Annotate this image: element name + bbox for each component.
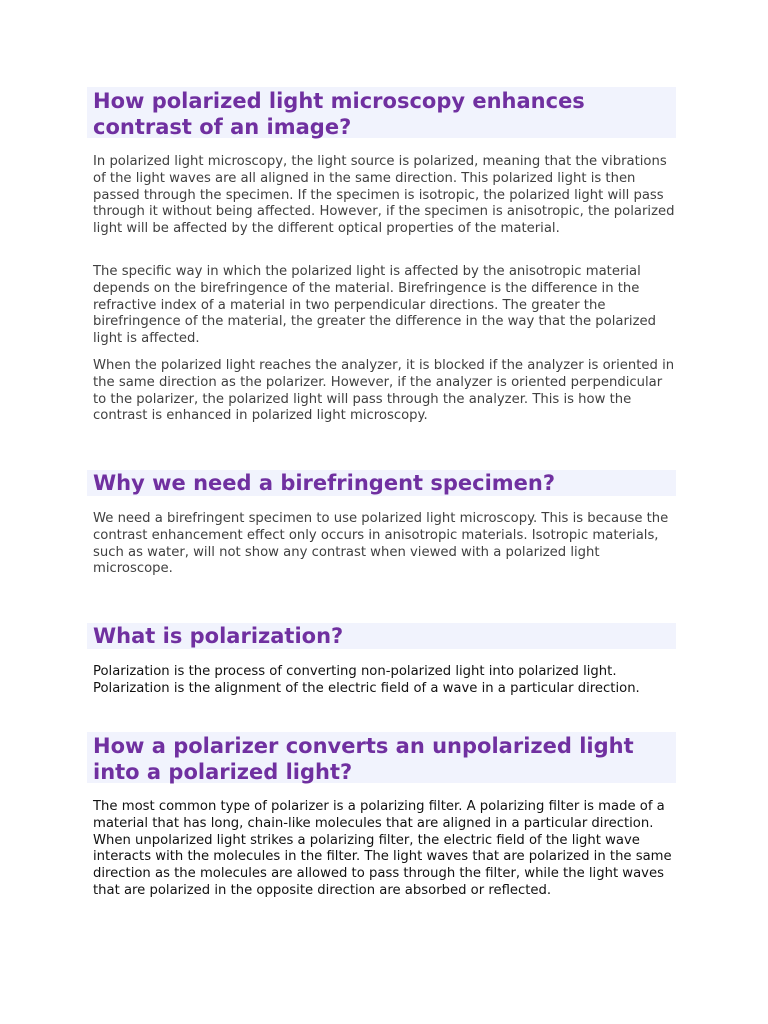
section-heading-polarization: What is polarization? [87,623,676,649]
paragraph-polarized-light-source: In polarized light microscopy, the light source is polarized, meaning that the vibrations of the light waves are all aligned in the same direction. This polarized light is then passed through the specimen. If the specimen is isotropic, the polarized light will pass through it without being affected. However, if the specimen is anisotropic, the polarized light will be affected by the different optical properties of the material. [93,154,675,237]
paragraph-polarizing-filter: The most common type of polarizer is a polarizing filter. A polarizing filter is made of a material that has long, chain-like molecules that are aligned in a particular direction. When unpolarized light strikes a polarizing filter, the electric field of the light wave interacts with the molecules in the filter. The light waves that are polarized in the same direction as the molecules are allowed to pass through the filter, while the light waves that are polarized in the opposite direction are absorbed or reflected. [93,799,672,898]
paragraph-analyzer: When the polarized light reaches the analyzer, it is blocked if the analyzer is oriented in the same direction as the polarizer. However, if the analyzer is oriented perpendicular to the polarizer, the polarized light will pass through the analyzer. This is how the contrast is enhanced in polarized light microscopy. [93,358,675,424]
paragraph-polarization: Polarization is the process of converting non-polarized light into polarized light. Polarization is the alignment of the electric field of a wave in a particular direction. [93,664,640,696]
paragraph-birefringence: The specific way in which the polarized light is affected by the anisotropic material depends on the birefringence of the material. Birefringence is the difference in the refractive index of a material in two perpendicular directions. The greater the birefringence of the material, the greater the difference in the way that the polarized light is affected. [93,264,656,347]
section-heading-birefringent-specimen: Why we need a birefringent specimen? [87,470,676,496]
section-heading-polarizer: How a polarizer converts an unpolarized light into a polarized light? [87,732,676,783]
paragraph-birefringent-specimen: We need a birefringent specimen to use polarized light microscopy. This is because the contrast enhancement effect only occurs in anisotropic materials. Isotropic materials, such as water, will not show any contrast when viewed with a polarized light microscope. [93,511,669,577]
section-heading-contrast: How polarized light microscopy enhances contrast of an image? [87,87,676,138]
